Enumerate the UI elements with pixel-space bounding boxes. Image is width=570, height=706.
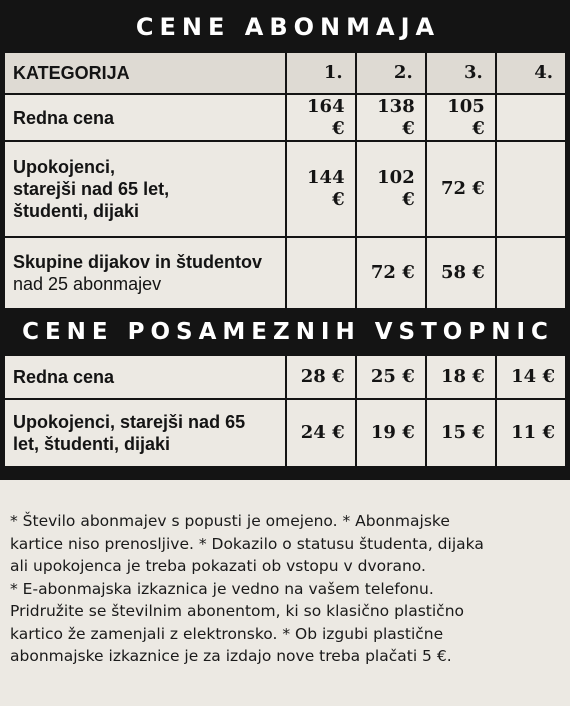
row-note: nad 25 abonmajev (13, 274, 162, 294)
category-header: KATEGORIJA (5, 53, 285, 93)
column-header-1: 1. (287, 53, 355, 93)
footnote-line: * E-abonmajska izkaznica je vedno na vašem telefonu. (10, 579, 434, 598)
row-label (5, 238, 285, 308)
table-row (5, 95, 565, 140)
price-cell (497, 238, 565, 308)
subscription-prices-title: CENE ABONMAJA (135, 12, 441, 41)
column-header-4: 4. (497, 53, 565, 93)
row-label-line: Redna cena (13, 367, 115, 387)
price-cell: 138 € (357, 95, 425, 140)
table-header-row (5, 53, 565, 93)
row-label-line: Skupine dijakov in študentov (13, 252, 263, 272)
price-cell (287, 238, 355, 308)
price-cell: 102 € (357, 142, 425, 236)
price-cell: 19 € (357, 400, 425, 466)
footnote-line: kartice niso prenosljive. * Dokazilo o statusu študenta, dijaka (10, 534, 484, 553)
footnote-line: Pridružite se številnim abonentom, ki so klasično plastično (10, 602, 465, 620)
price-cell: 11 € (497, 400, 565, 466)
footnote-line: abonmajske izkaznice je za izdajo nove treba plačati 5 €. (10, 647, 452, 665)
row-label-line: let, študenti, dijaki (13, 434, 171, 454)
price-cell: 25 € (357, 356, 425, 398)
column-header-3: 3. (427, 53, 495, 93)
price-cell: 72 € (427, 142, 495, 236)
price-cell: 28 € (287, 356, 355, 398)
footnote (10, 510, 560, 668)
price-cell: 144 € (287, 142, 355, 236)
table-row (5, 400, 565, 466)
price-cell: 72 € (357, 238, 425, 308)
row-label-line: Redna cena (13, 107, 115, 128)
row-label (5, 400, 285, 466)
footnote-line: * Število abonmajev s popusti je omejeno. * Abonmajske (10, 512, 450, 530)
row-label-line: študenti, dijaki (13, 201, 140, 221)
row-label-line: Upokojenci, starejši nad 65 (13, 412, 246, 432)
price-cell: 58 € (427, 238, 495, 308)
row-label (5, 356, 285, 398)
price-cell (497, 142, 565, 236)
subscription-prices-table (3, 51, 567, 310)
footnote-line: kartico že zamenjali z elektronsko. * Ob izgubi plastične (10, 624, 444, 643)
table-row (5, 238, 565, 308)
row-label-line: Upokojenci, (13, 157, 116, 177)
price-cell: 164 € (287, 95, 355, 140)
price-cell: 14 € (497, 356, 565, 398)
row-label (5, 95, 285, 140)
price-cell: 105 € (427, 95, 495, 140)
footnote-line: ali upokojenca je treba pokazati ob vstopu v dvorano. (10, 557, 426, 575)
row-label (5, 142, 285, 236)
price-cell: 15 € (427, 400, 495, 466)
single-ticket-prices-table (3, 354, 567, 468)
table-row (5, 142, 565, 236)
row-label-line: starejši nad 65 let, (13, 179, 170, 199)
price-cell: 24 € (287, 400, 355, 466)
table-row (5, 356, 565, 398)
single-ticket-prices-title: CENE POSAMEZNIH VSTOPNIC (22, 319, 554, 345)
price-cell (497, 95, 565, 140)
column-header-2: 2. (357, 53, 425, 93)
price-cell: 18 € (427, 356, 495, 398)
